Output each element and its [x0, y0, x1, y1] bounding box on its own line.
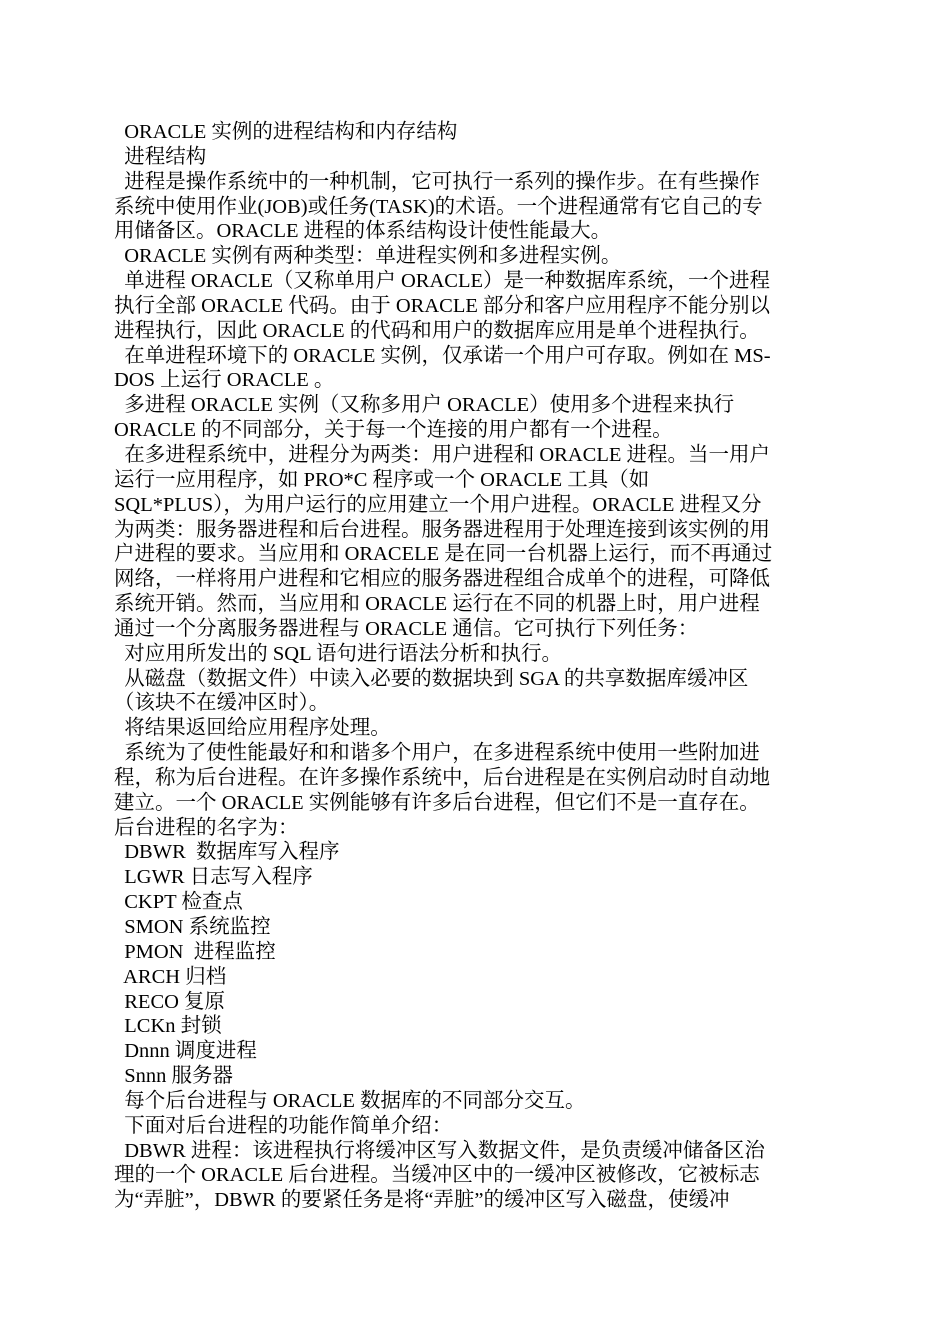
paragraph — [114, 865, 836, 890]
paragraph — [114, 890, 836, 915]
paragraph — [114, 344, 836, 394]
text-line: 系统中使用作业(JOB)或任务(TASK)的术语。一个进程通常有它自己的专 — [114, 195, 763, 218]
text-line: ORACLE 实例有两种类型：单进程实例和多进程实例。 — [114, 245, 622, 268]
text-line: 执行全部 ORACLE 代码。由于 ORACLE 部分和客户应用程序不能分别以 — [114, 294, 770, 317]
text-line: 下面对后台进程的功能作简单介绍： — [114, 1114, 453, 1137]
paragraph — [114, 170, 836, 245]
text-line: 运行一应用程序，如 PRO*C 程序或一个 ORACLE 工具（如 — [114, 468, 650, 491]
paragraph — [114, 965, 836, 990]
paragraph — [114, 667, 836, 717]
text-line: 为“弄脏”，DBWR 的要紧任务是将“弄脏”的缓冲区写入磁盘，使缓冲 — [114, 1189, 730, 1212]
text-line: 户进程的要求。当应用和 ORACELE 是在同一台机器上运行，而不再通过 — [114, 543, 773, 566]
text-line: 进程执行，因此 ORACLE 的代码和用户的数据库应用是单个进程执行。 — [114, 319, 760, 342]
paragraph — [114, 1014, 836, 1039]
text-line: Dnnn 调度进程 — [114, 1040, 257, 1063]
paragraph — [114, 716, 836, 741]
text-line: 进程结构 — [114, 145, 207, 168]
text-line: 多进程 ORACLE 实例（又称多用户 ORACLE）使用多个进程来执行 — [114, 394, 735, 417]
text-line: DOS 上运行 ORACLE 。 — [114, 369, 335, 392]
text-line: Snnn 服务器 — [114, 1065, 234, 1088]
text-line: 在单进程环境下的 ORACLE 实例，仅承诺一个用户可存取。例如在 MS- — [114, 344, 771, 367]
paragraph — [114, 1064, 836, 1089]
text-line: 进程是操作系统中的一种机制，它可执行一系列的操作步。在有些操作 — [114, 170, 760, 193]
text-line: CKPT 检查点 — [114, 891, 243, 914]
text-line: ARCH 归档 — [114, 965, 227, 988]
paragraph — [114, 940, 836, 965]
text-line: DBWR 进程：该进程执行将缓冲区写入数据文件，是负责缓冲储备区治 — [114, 1139, 765, 1162]
text-line: 建立。一个 ORACLE 实例能够有许多后台进程，但它们不是一直存在。 — [114, 791, 760, 814]
paragraph — [114, 120, 836, 145]
text-line: 系统开销。然而，当应用和 ORACLE 运行在不同的机器上时，用户进程 — [114, 593, 760, 616]
paragraph — [114, 1039, 836, 1064]
paragraph — [114, 393, 836, 443]
text-line: LCKn 封锁 — [114, 1015, 222, 1038]
paragraph — [114, 145, 836, 170]
text-line: 通过一个分离服务器进程与 ORACLE 通信。它可执行下列任务： — [114, 617, 699, 640]
paragraph — [114, 741, 836, 840]
text-line: 为两类：服务器进程和后台进程。服务器进程用于处理连接到该实例的用 — [114, 518, 770, 541]
text-line: 每个后台进程与 ORACLE 数据库的不同部分交互。 — [114, 1089, 586, 1112]
paragraph — [114, 1089, 836, 1114]
text-line: 理的一个 ORACLE 后台进程。当缓冲区中的一缓冲区被修改，它被标志 — [114, 1164, 760, 1187]
document-body — [114, 120, 836, 1213]
text-line: SQL*PLUS），为用户运行的应用建立一个用户进程。ORACLE 进程又分 — [114, 493, 762, 516]
text-line: 在多进程系统中，进程分为两类：用户进程和 ORACLE 进程。当一用户 — [114, 443, 770, 466]
paragraph — [114, 915, 836, 940]
text-line: ORACLE 的不同部分，关于每一个连接的用户都有一个进程。 — [114, 419, 673, 442]
paragraph — [114, 269, 836, 344]
paragraph — [114, 1114, 836, 1139]
text-line: 单进程 ORACLE（又称单用户 ORACLE）是一种数据库系统，一个进程 — [114, 270, 770, 293]
paragraph — [114, 990, 836, 1015]
text-line: 程，称为后台进程。在许多操作系统中，后台进程是在实例启动时自动地 — [114, 766, 770, 789]
text-line: （该块不在缓冲区时）。 — [114, 692, 330, 715]
text-line: PMON 进程监控 — [114, 940, 276, 963]
text-line: LGWR 日志写入程序 — [114, 866, 313, 889]
text-line: 从磁盘（数据文件）中读入必要的数据块到 SGA 的共享数据库缓冲区 — [114, 667, 749, 690]
text-line: RECO 复原 — [114, 990, 226, 1013]
text-line: 将结果返回给应用程序处理。 — [114, 717, 391, 740]
paragraph — [114, 642, 836, 667]
text-line: ORACLE 实例的进程结构和内存结构 — [114, 121, 458, 143]
text-line: 后台进程的名字为： — [114, 816, 299, 839]
text-line: 系统为了使性能最好和和谐多个用户，在多进程系统中使用一些附加进 — [114, 742, 760, 765]
paragraph — [114, 840, 836, 865]
text-line: SMON 系统监控 — [114, 916, 271, 938]
text-line: DBWR 数据库写入程序 — [114, 841, 340, 864]
text-line: 用储备区。ORACLE 进程的体系结构设计使性能最大。 — [114, 220, 612, 243]
paragraph — [114, 443, 836, 642]
text-line: 对应用所发出的 SQL 语句进行语法分析和执行。 — [114, 642, 562, 665]
paragraph — [114, 1139, 836, 1214]
paragraph — [114, 244, 836, 269]
text-line: 网络，一样将用户进程和它相应的服务器进程组合成单个的进程，可降低 — [114, 568, 770, 591]
